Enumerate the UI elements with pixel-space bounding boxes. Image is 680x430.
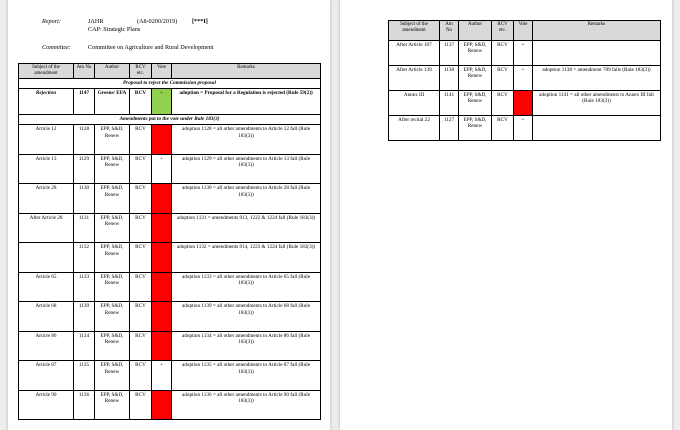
cell-author: EPP, S&D, Renew bbox=[95, 213, 130, 243]
document-page-1 bbox=[8, 0, 330, 430]
cell-remarks: adoption 1138 = amendment 709 falls (Rule 183(3)) bbox=[533, 66, 661, 91]
cell-vote: - bbox=[152, 390, 172, 420]
cell-remarks: adoption 1139 = all other amendments to Article 68 fall (Rule 183(3)) bbox=[172, 302, 321, 332]
cell-subject: Article 87 bbox=[19, 361, 74, 391]
cell-am: 1141 bbox=[440, 91, 459, 116]
report-header bbox=[22, 18, 322, 58]
cell-rcv: RCV bbox=[130, 302, 152, 332]
cell-remarks: adoption 1133 = all other amendments to Article 65 fall (Rule 183(3)) bbox=[172, 272, 321, 302]
cell-remarks: adoption = Proposal for a Regulation is rejected (Rule 59(2)) bbox=[172, 89, 321, 115]
cell-author: EPP, S&D, Renew bbox=[95, 390, 130, 420]
cell-subject: Article 68 bbox=[19, 302, 74, 332]
cell-subject: Annex III bbox=[389, 91, 440, 116]
column-header-vote: Vote bbox=[152, 64, 172, 79]
table-row bbox=[19, 302, 321, 332]
section-heading-reject: Proposal to reject the Commission proposal bbox=[19, 79, 321, 89]
column-header-author: Author bbox=[95, 64, 130, 79]
cell-remarks: adoption 1132 = amendments 914, 1223 & 1224 fall (Rule 183(3)) bbox=[172, 243, 321, 273]
cell-am: 1131 bbox=[74, 213, 95, 243]
cell-vote: - bbox=[152, 213, 172, 243]
cell-author: EPP, S&D, Renew bbox=[459, 66, 492, 91]
cell-remarks: adoption 1135 = all other amendments to Article 87 fall (Rule 183(3)) bbox=[172, 361, 321, 391]
cell-subject: After Article 28 bbox=[19, 213, 74, 243]
column-header-am: Am No bbox=[440, 21, 459, 41]
cell-remarks: adoption 1130 = all other amendments to Article 28 fall (Rule 183(3)) bbox=[172, 184, 321, 214]
cell-vote: + bbox=[514, 41, 533, 66]
cell-remarks bbox=[533, 116, 661, 141]
table-row-reject bbox=[19, 89, 321, 115]
cell-author: EPP, S&D, Renew bbox=[95, 361, 130, 391]
column-header-rcv: RCV etc. bbox=[130, 64, 152, 79]
cell-vote: - bbox=[152, 331, 172, 361]
cell-am: 1138 bbox=[440, 66, 459, 91]
cell-am: 1139 bbox=[74, 302, 95, 332]
cell-rcv: RCV bbox=[130, 243, 152, 273]
cell-subject: Article 86 bbox=[19, 331, 74, 361]
cell-rcv: RCV bbox=[130, 154, 152, 184]
cell-subject: Article 12 bbox=[19, 125, 74, 155]
cell-subject bbox=[19, 243, 74, 273]
cell-rcv: RCV bbox=[130, 184, 152, 214]
cell-remarks: adoption 1129 = all other amendments to Article 13 fall (Rule 183(3)) bbox=[172, 154, 321, 184]
cell-author: EPP, S&D, Renew bbox=[95, 272, 130, 302]
table-row bbox=[19, 213, 321, 243]
table-row bbox=[19, 361, 321, 391]
section-heading-amendments: Amendments put to the vote under Rule 183(3) bbox=[19, 115, 321, 125]
cell-vote: + bbox=[514, 116, 533, 141]
column-header-remarks: Remarks bbox=[172, 64, 321, 79]
cell-am: 1133 bbox=[74, 272, 95, 302]
cell-rcv: RCV bbox=[130, 361, 152, 391]
column-header-am: Am No bbox=[74, 64, 95, 79]
table-row bbox=[19, 184, 321, 214]
cell-vote: - bbox=[152, 125, 172, 155]
cell-subject: Article 28 bbox=[19, 184, 74, 214]
table-row bbox=[389, 91, 661, 116]
cell-vote: - bbox=[152, 272, 172, 302]
cell-author: EPP, S&D, Renew bbox=[95, 184, 130, 214]
column-header-subject: Subject of the amendment bbox=[389, 21, 440, 41]
cell-am: 1137 bbox=[440, 41, 459, 66]
cell-rcv: RCV bbox=[130, 89, 152, 115]
cell-rcv: RCV bbox=[130, 272, 152, 302]
cell-am: 1134 bbox=[74, 331, 95, 361]
cell-author: EPP, S&D, Renew bbox=[95, 302, 130, 332]
report-subtitle: CAP: Strategic Plans bbox=[88, 26, 141, 33]
cell-subject: Article 65 bbox=[19, 272, 74, 302]
cell-am: 1147 bbox=[74, 89, 95, 115]
amendments-list-continued bbox=[389, 41, 661, 141]
amendments-list bbox=[19, 125, 321, 420]
cell-am: 1128 bbox=[74, 125, 95, 155]
cell-author: EPP, S&D, Renew bbox=[95, 243, 130, 273]
cell-am: 1136 bbox=[74, 390, 95, 420]
cell-remarks: adoption 1131 = amendments 913, 1222 & 1224 fall (Rule 183(3)) bbox=[172, 213, 321, 243]
cell-rcv: RCV bbox=[492, 41, 514, 66]
cell-am: 1135 bbox=[74, 361, 95, 391]
cell-remarks: adoption 1134 = all other amendments to Article 86 fall (Rule 183(3)) bbox=[172, 331, 321, 361]
column-header-rcv: RCV etc. bbox=[492, 21, 514, 41]
cell-subject: Rejection bbox=[19, 89, 74, 115]
cell-vote: + bbox=[152, 89, 172, 115]
cell-vote: - bbox=[152, 302, 172, 332]
column-header-vote: Vote bbox=[514, 21, 533, 41]
cell-subject: After Article 107 bbox=[389, 41, 440, 66]
cell-subject: Article 13 bbox=[19, 154, 74, 184]
voting-table-page-2 bbox=[388, 20, 661, 141]
cell-am: 1129 bbox=[74, 154, 95, 184]
cell-remarks bbox=[533, 41, 661, 66]
committee-value: Committee on Agriculture and Rural Development bbox=[88, 44, 214, 51]
cell-author: EPP, S&D, Renew bbox=[95, 154, 130, 184]
voting-table-page-1 bbox=[18, 63, 321, 420]
table-row bbox=[19, 272, 321, 302]
cell-vote: - bbox=[514, 91, 533, 116]
report-reference: (A8-0200/2019) bbox=[137, 18, 178, 25]
table-row bbox=[389, 116, 661, 141]
cell-vote: + bbox=[152, 154, 172, 184]
cell-rcv: RCV bbox=[492, 116, 514, 141]
cell-vote: + bbox=[152, 361, 172, 391]
cell-vote: + bbox=[514, 66, 533, 91]
cell-remarks: adoption 1141 = all other amendments to Annex III fall (Rule 183(3)) bbox=[533, 91, 661, 116]
cell-rcv: RCV bbox=[492, 66, 514, 91]
cell-author: EPP, S&D, Renew bbox=[95, 125, 130, 155]
cell-author: Greens/ EFA bbox=[95, 89, 130, 115]
cell-author: EPP, S&D, Renew bbox=[459, 116, 492, 141]
cell-author: EPP, S&D, Renew bbox=[459, 41, 492, 66]
cell-author: EPP, S&D, Renew bbox=[459, 91, 492, 116]
report-value: JAHR bbox=[88, 18, 104, 25]
column-header-author: Author bbox=[459, 21, 492, 41]
table-row bbox=[19, 154, 321, 184]
procedure-mark: [***I] bbox=[192, 18, 208, 25]
cell-remarks: adoption 1136 = all other amendments to Article 90 fall (Rule 183(3)) bbox=[172, 390, 321, 420]
cell-am: 1130 bbox=[74, 184, 95, 214]
document-page-2 bbox=[340, 0, 672, 430]
cell-vote: - bbox=[152, 243, 172, 273]
cell-author: EPP, S&D, Renew bbox=[95, 331, 130, 361]
table-row bbox=[19, 125, 321, 155]
cell-remarks: adoption 1128 = all other amendments to Article 12 fall (Rule 183(3)) bbox=[172, 125, 321, 155]
cell-rcv: RCV bbox=[130, 213, 152, 243]
cell-rcv: RCV bbox=[492, 91, 514, 116]
column-header-subject: Subject of the amendment bbox=[19, 64, 74, 79]
cell-subject: Article 90 bbox=[19, 390, 74, 420]
table-row bbox=[19, 390, 321, 420]
report-label: Report: bbox=[42, 18, 61, 25]
table-row bbox=[19, 331, 321, 361]
cell-subject: After Article 139 bbox=[389, 66, 440, 91]
cell-subject: After recital 22 bbox=[389, 116, 440, 141]
cell-am: 1132 bbox=[74, 243, 95, 273]
cell-am: 1127 bbox=[440, 116, 459, 141]
committee-label: Committee: bbox=[42, 44, 71, 51]
table-row bbox=[389, 66, 661, 91]
table-row bbox=[19, 243, 321, 273]
cell-rcv: RCV bbox=[130, 125, 152, 155]
column-header-remarks: Remarks bbox=[533, 21, 661, 41]
cell-rcv: RCV bbox=[130, 331, 152, 361]
table-row bbox=[389, 41, 661, 66]
cell-rcv: RCV bbox=[130, 390, 152, 420]
cell-vote: - bbox=[152, 184, 172, 214]
